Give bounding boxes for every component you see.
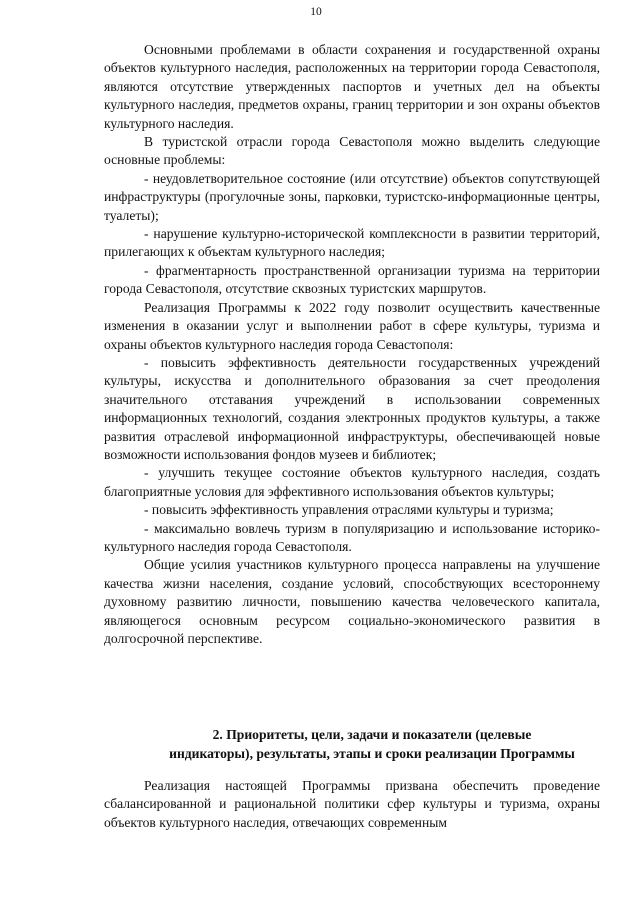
paragraph-program-purpose: Реализация настоящей Программы призвана обеспечить проведение сбалансированной и рациональной политики сфер культуры и туризма, охраны объектов культурного наследия, отвечающих современным	[104, 778, 600, 830]
list-item-complexity: - нарушение культурно-исторической комплексности в развитии территорий, прилегающих к объектам культурного наследия;	[104, 226, 600, 260]
section-heading-line-1: 2. Приоритеты, цели, задачи и показатели (целевые	[212, 727, 532, 742]
paragraph-program-2022: Реализация Программы к 2022 году позволит осуществить качественные изменения в оказании услуг и выполнении работ в сфере культуры, туризма и охраны объектов культурного наследия города Севастополя:	[104, 299, 600, 352]
section-heading-line-2: индикаторы), результаты, этапы и сроки реализации Программы	[169, 746, 575, 761]
section-heading	[104, 725, 600, 763]
list-item-management: - повысить эффективность управления отраслями культуры и туризма;	[144, 502, 554, 518]
paragraph-tourism-problems-intro: В туристской отрасли города Севастополя можно выделить следующие основные проблемы:	[104, 134, 600, 168]
list-item-heritage-condition: - улучшить текущее состояние объектов культурного наследия, создать благоприятные условия для эффективного использования объектов культуры;	[104, 465, 600, 499]
body-text	[104, 41, 600, 648]
section-2-text	[104, 777, 600, 832]
list-item-infrastructure: - неудовлетворительное состояние (или отсутствие) объектов сопутствующей инфраструктуры (прогулочные зоны, парковки, туристско-информационные центры, туалеты);	[104, 170, 600, 223]
list-item-tourism-popularization: - максимально вовлечь туризм в популяризацию и использование историко-культурного наследия города Севастополя.	[104, 520, 600, 554]
paragraph-heritage-problems: Основными проблемами в области сохранения и государственной охраны объектов культурного наследия, расположенных на территории города Севастополя, являются отсутствие утвержденных паспортов и учетных дел на объекты культурного наследия, предметов охраны, границ территории и зон охраны объектов культурного наследия.	[104, 42, 600, 131]
paragraph-common-efforts: Общие усилия участников культурного процесса направлены на улучшение качества жизни населения, создание условий, способствующих всестороннему духовному развитию личности, повышению качества человеческого капитала, являющегося основным ресурсом социально-экономического развития в долгосрочной перспективе.	[104, 557, 600, 646]
list-item-efficiency: - повысить эффективность деятельности государственных учреждений культуры, искусства и дополнительного образования за счет преодоления значительного отставания учреждений в использовании современных информационных технологий, создания электронных продуктов культуры, а также развития отраслевой информационной инфраструктуры, обеспечивающей новые возможности использования фондов музеев и библиотек;	[104, 354, 600, 462]
page-number: 10	[310, 6, 322, 18]
list-item-fragmentation: - фрагментарность пространственной организации туризма на территории города Севастополя, отсутствие сквозных туристских маршрутов.	[104, 262, 600, 297]
